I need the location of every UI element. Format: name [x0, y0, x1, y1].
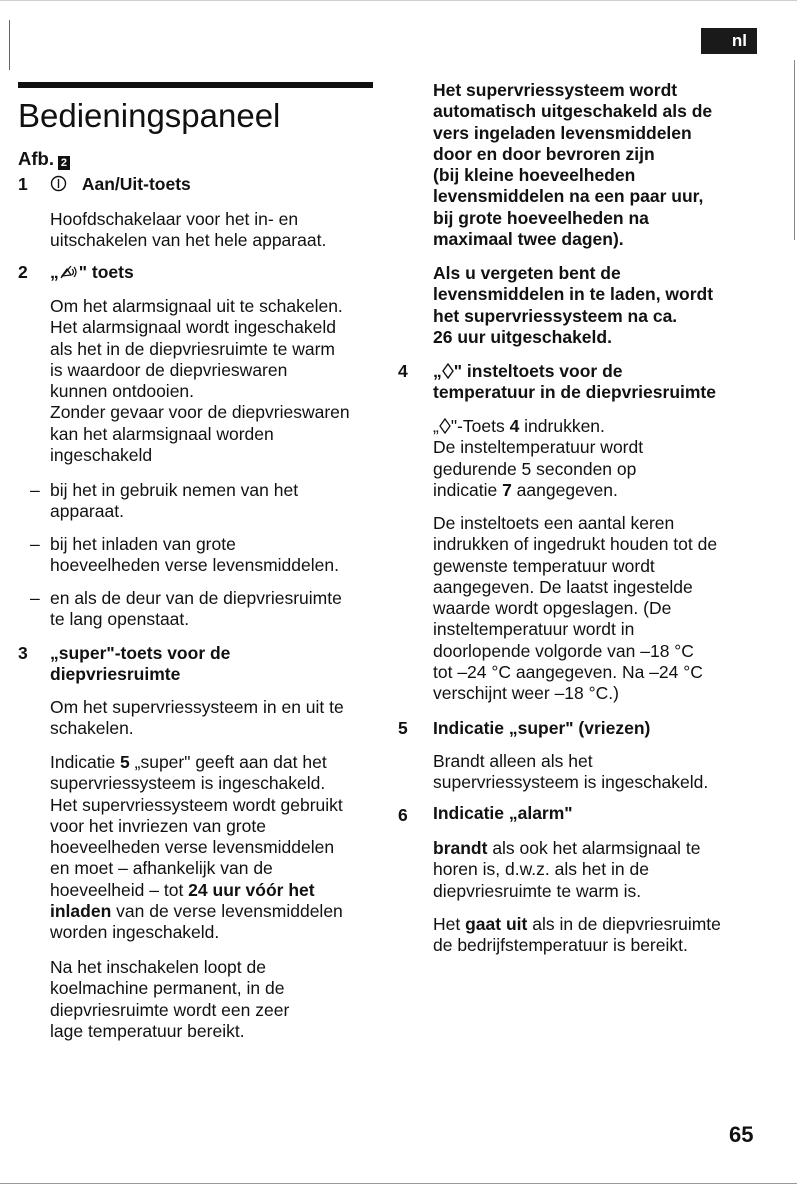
- alarm-off-icon: [59, 264, 79, 280]
- item-6-para-1: brandt als ook het alarmsignaal te horen is, d.w.z. als het in de diepvriesruimte te warm is.: [433, 838, 701, 901]
- item-1-text: Hoofdschakelaar voor het in- en uitschakelen van het hele apparaat.: [50, 209, 327, 251]
- item-number-5: 5: [398, 718, 408, 738]
- temperature-setting-icon: [442, 363, 454, 379]
- bottom-edge-rule: [0, 1183, 797, 1184]
- item-3-heading: „super"-toets voor de diepvriesruimte: [50, 643, 231, 685]
- list-dash: –: [30, 480, 40, 500]
- item-number-2: 2: [18, 262, 28, 282]
- figure-number-box: 2: [58, 156, 70, 170]
- list-item: en als de deur van de diepvriesruimte te lang openstaat.: [50, 588, 342, 630]
- page-title: Bedieningspaneel: [18, 97, 281, 134]
- item-3-para-3: Na het inschakelen loopt de koelmachine permanent, in de diepvriesruimte wordt een zeer lage temperatuur bereikt.: [50, 957, 290, 1041]
- section-heading-rule: [18, 82, 373, 88]
- page-number: 65: [729, 1122, 754, 1147]
- item-5-heading: Indicatie „super" (vriezen): [433, 718, 651, 738]
- temperature-setting-icon: [439, 418, 451, 434]
- list-item: bij het inladen van grote hoeveelheden verse levensmiddelen.: [50, 534, 339, 576]
- left-margin-line: [9, 20, 10, 70]
- right-margin-line: [794, 60, 795, 240]
- item-number-3: 3: [18, 643, 28, 663]
- list-dash: –: [30, 588, 40, 608]
- list-item: bij het in gebruik nemen van het apparaat.: [50, 480, 299, 522]
- item-4-para-2: De insteltoets een aantal keren indrukken of ingedrukt houden tot de gewenste temperatuur wordt aangegeven. De laatst ingestelde waarde wordt opgeslagen. (De insteltemperatuur wordt in doorlopende volgorde van –18 °C tot –24 °C aangegeven. Na –24 °C verschijnt weer –18 °C.): [433, 513, 718, 704]
- item-2-text: Om het alarmsignaal uit te schakelen. Het alarmsignaal wordt ingeschakeld als het in de diepvriesruimte te warm is waardoor de diepvrieswaren kunnen ontdooien. Zonder gevaar voor de diepvrieswaren kan het alarmsignaal worden ingeschakeld: [50, 296, 350, 466]
- item-6-heading: Indicatie „alarm": [433, 803, 573, 823]
- list-dash: –: [30, 534, 40, 554]
- item-number-4: 4: [398, 361, 408, 381]
- power-icon: [50, 175, 67, 192]
- item-2-heading: „ " toets: [50, 262, 134, 282]
- item-3-para-1: Om het supervriessysteem in en uit te schakelen.: [50, 697, 344, 739]
- top-edge-rule: [0, 0, 797, 1]
- item-5-text: Brandt alleen als het supervriessysteem is ingeschakeld.: [433, 751, 709, 793]
- auto-off-note: Het supervriessysteem wordt automatisch uitgeschakeld als de vers ingeladen levensmiddelen door en door bevroren zijn (bij kleine hoeveelheden levensmiddelen na een paar uur, bij grote hoeveelheden na maximaal twee dagen).: [433, 80, 713, 250]
- item-4-heading: „ " insteltoets voor de temperatuur in de diepvriesruimte: [433, 361, 716, 403]
- language-badge: nl: [701, 28, 757, 54]
- item-1-heading: Aan/Uit-toets: [50, 174, 191, 195]
- item-3-para-2: Indicatie 5 „super" geeft aan dat het supervriessysteem is ingeschakeld. Het supervriessysteem wordt gebruikt voor het invriezen van grote hoeveelheden verse levensmiddelen en moet – afhankelijk van de hoeveelheid – tot 24 uur vóór het inladen van de verse levensmiddelen worden ingeschakeld.: [50, 752, 343, 943]
- item-number-1: 1: [18, 174, 28, 194]
- forgot-load-note: Als u vergeten bent de levensmiddelen in te laden, wordt het supervriessysteem na ca. 26 uur uitgeschakeld.: [433, 263, 714, 347]
- item-4-para-1: „ "-Toets 4 indrukken. De insteltemperatuur wordt gedurende 5 seconden op indicatie 7 aangegeven.: [433, 416, 644, 500]
- figure-reference: Afb. 2: [18, 148, 70, 170]
- item-6-para-2: Het gaat uit als in de diepvriesruimte de bedrijfstemperatuur is bereikt.: [433, 914, 721, 956]
- item-number-6: 6: [398, 805, 408, 825]
